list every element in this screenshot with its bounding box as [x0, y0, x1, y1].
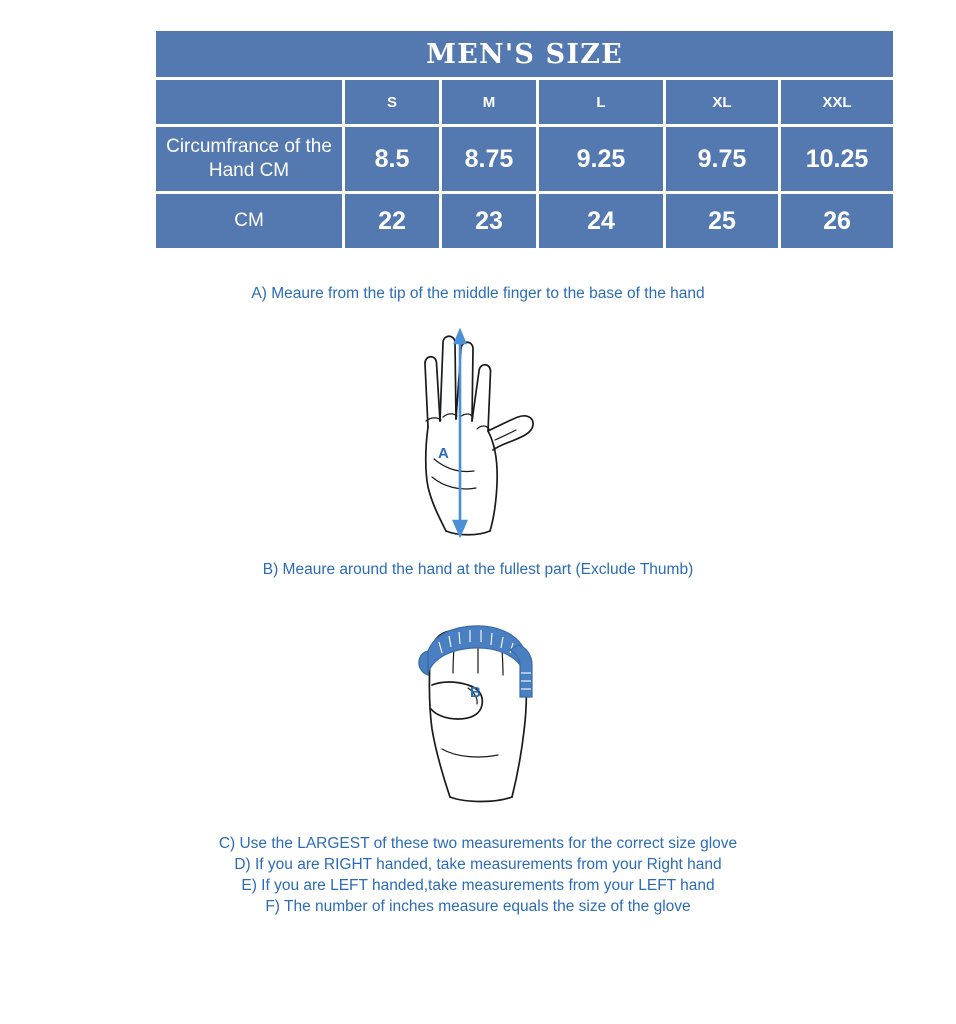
fist-outline-svg [398, 589, 548, 819]
footer-note-f: F) The number of inches measure equals the size of the glove [265, 898, 691, 915]
header-size-s: S [345, 80, 439, 124]
cell-cm-xl: 25 [666, 194, 778, 248]
hand-outline-svg [398, 309, 558, 549]
table-header-row [156, 80, 893, 124]
caption-a: A) Meaure from the tip of the middle finger to the base of the hand [251, 285, 705, 302]
footer-note-d: D) If you are RIGHT handed, take measurements from your Right hand [234, 856, 722, 873]
size-table [153, 28, 896, 251]
header-size-xl: XL [666, 80, 778, 124]
cell-circumference-xl: 9.75 [666, 127, 778, 191]
row-label-circumference: Circumfrance of the Hand CM [156, 127, 342, 191]
footer-note-e: E) If you are LEFT handed,take measurements from your LEFT hand [241, 877, 715, 894]
figure-a-letter: A [438, 445, 449, 462]
cell-circumference-s: 8.5 [345, 127, 439, 191]
hand-length-diagram [398, 309, 558, 549]
header-size-m: M [442, 80, 536, 124]
header-corner-cell [156, 80, 342, 124]
row-label-cm: CM [156, 194, 342, 248]
footer-note-c: C) Use the LARGEST of these two measurements for the correct size glove [218, 835, 738, 852]
cell-circumference-xxl: 10.25 [781, 127, 893, 191]
cell-cm-m: 23 [442, 194, 536, 248]
table-row [156, 127, 893, 191]
caption-b: B) Meaure around the hand at the fullest part (Exclude Thumb) [262, 561, 694, 578]
table-title-row [156, 31, 893, 77]
header-size-l: L [539, 80, 663, 124]
table-row [156, 194, 893, 248]
cell-circumference-l: 9.25 [539, 127, 663, 191]
size-table-container [153, 28, 875, 251]
figure-b-letter: B [470, 684, 481, 701]
cell-cm-xxl: 26 [781, 194, 893, 248]
header-size-xxl: XXL [781, 80, 893, 124]
table-title: MEN'S SIZE [156, 31, 893, 77]
cell-circumference-m: 8.75 [442, 127, 536, 191]
cell-cm-l: 24 [539, 194, 663, 248]
footer-notes [0, 833, 956, 917]
cell-cm-s: 22 [345, 194, 439, 248]
hand-circumference-diagram [398, 589, 548, 819]
